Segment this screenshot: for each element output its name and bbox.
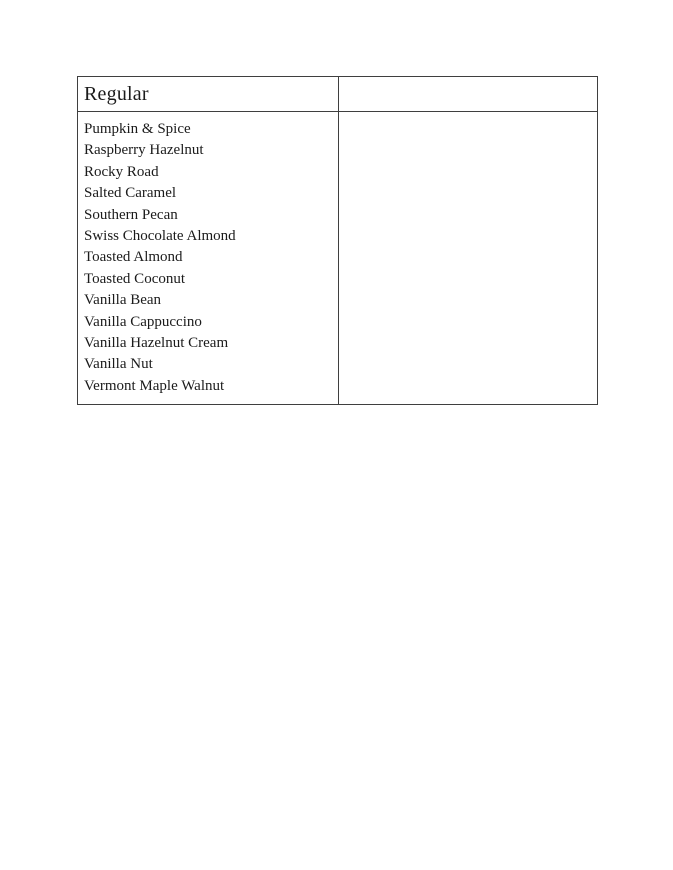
flavor-item: Pumpkin & Spice (84, 121, 191, 137)
empty-cell (339, 112, 598, 405)
table-header-row (78, 77, 598, 112)
flavor-item: Salted Caramel (84, 185, 177, 202)
table-header-empty (339, 77, 598, 112)
flavor-item: Rocky Road (84, 163, 159, 180)
flavor-table (77, 76, 598, 405)
flavor-item: Swiss Chocolate Almond (84, 228, 236, 245)
flavor-item: Vanilla Nut (84, 356, 153, 373)
flavor-item: Vermont Maple Walnut (84, 377, 225, 394)
table-body-row (78, 112, 598, 405)
flavor-item: Vanilla Bean (84, 292, 162, 309)
table-header-regular: Regular (78, 77, 339, 112)
flavor-item: Toasted Coconut (84, 270, 186, 287)
flavor-item: Southern Pecan (84, 206, 178, 223)
flavor-item: Vanilla Hazelnut Cream (84, 335, 229, 352)
flavor-item: Vanilla Cappuccino (84, 313, 202, 330)
flavor-item: Toasted Almond (84, 249, 183, 266)
flavor-item: Raspberry Hazelnut (84, 142, 204, 159)
flavor-list-cell (78, 112, 339, 405)
